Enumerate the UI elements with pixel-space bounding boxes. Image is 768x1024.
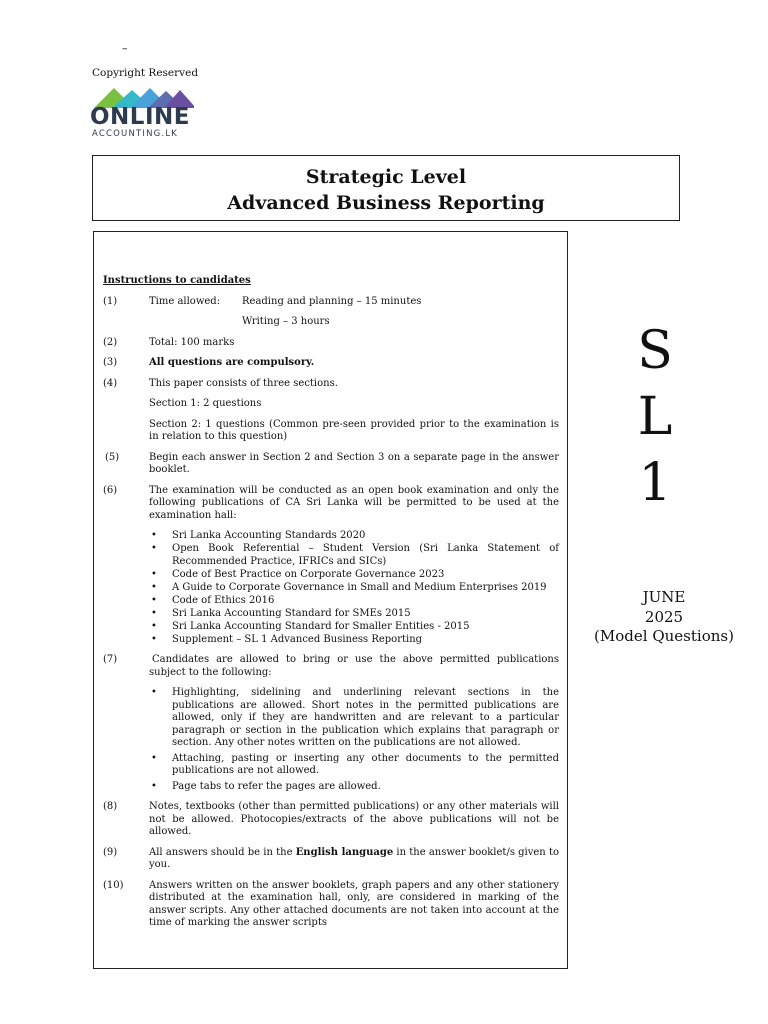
- instruction-text: Candidates are allowed to bring or use the above permitted publications subject to the following:: [149, 654, 559, 678]
- instruction-text: Notes, textbooks (other than permitted publications) or any other materials will not be allowed. Photocopies/extracts of the above publications will not be allowed.: [149, 801, 559, 837]
- paper-subject: Advanced Business Reporting: [227, 192, 545, 214]
- instruction-7: [103, 654, 559, 679]
- instruction-6: [103, 485, 559, 523]
- time-allowed-label: Time allowed:: [149, 295, 221, 307]
- publication-conditions-list: [149, 687, 559, 793]
- instruction-number: (8): [103, 801, 118, 812]
- instruction-number: (6): [103, 484, 118, 496]
- logo-wordmark: ONLINE: [90, 104, 190, 130]
- instruction-4: [103, 378, 559, 391]
- model-questions-note: (Model Questions): [594, 627, 734, 645]
- instruction-number: (1): [103, 295, 118, 307]
- instruction-3: [103, 357, 559, 370]
- instruction-number: (10): [103, 879, 124, 891]
- english-language-emphasis: English language: [295, 846, 394, 858]
- instructions-box: [93, 231, 568, 969]
- permitted-publications-list: [149, 530, 559, 646]
- instruction-text: All answers should be in the English language in the answer booklet/s given to you.: [149, 846, 559, 870]
- instruction-number: (5): [105, 451, 120, 463]
- list-item: • Attaching, pasting or inserting any other documents to the permitted publications are not allowed.: [149, 753, 559, 778]
- header-dash: –: [122, 42, 128, 55]
- instruction-number: (3): [103, 357, 118, 368]
- paper-code-letter: S: [637, 321, 673, 381]
- exam-year: 2025: [644, 607, 684, 626]
- exam-session: [588, 588, 740, 647]
- reading-time: Reading and planning – 15 minutes: [242, 295, 422, 307]
- paper-code-letter: L: [637, 387, 673, 447]
- list-item: • Code of Best Practice on Corporate Governance 2023: [149, 569, 559, 582]
- list-item: • Open Book Referential – Student Version (Sri Lanka Statement of Recommended Practice, IFRICs and SICs): [149, 543, 559, 568]
- instruction-number: (9): [103, 846, 118, 858]
- instruction-number: (7): [103, 654, 118, 665]
- instruction-1: [103, 296, 559, 309]
- list-item: • A Guide to Corporate Governance in Small and Medium Enterprises 2019: [149, 582, 559, 595]
- list-item: • Page tabs to refer the pages are allowed.: [149, 781, 559, 794]
- instructions-heading: Instructions to candidates: [103, 275, 251, 286]
- list-item: • Supplement – SL 1 Advanced Business Reporting: [149, 634, 559, 647]
- instruction-5: [103, 452, 559, 477]
- list-item: • Code of Ethics 2016: [149, 595, 559, 608]
- copyright-notice: Copyright Reserved: [92, 67, 199, 79]
- instruction-number: (2): [103, 336, 118, 348]
- instruction-text: The examination will be conducted as an open book examination and only the following publications of CA Sri Lanka will be permitted to be used at the examination hall:: [149, 484, 559, 521]
- paper-title-box: [92, 155, 680, 221]
- instruction-9: [103, 847, 559, 872]
- instruction-text: This paper consists of three sections.: [149, 377, 338, 389]
- list-item: • Sri Lanka Accounting Standard for Smaller Entities - 2015: [149, 621, 559, 634]
- list-item: • Highlighting, sidelining and underlining relevant sections in the publications are allowed. Short notes in the permitted publications are allowed, only if they are handwritten and are relevant to a particular paragraph or section in the publication which explains that paragraph or section. Any other notes written on the publications are not allowed.: [149, 687, 559, 750]
- online-accounting-logo: [90, 86, 200, 142]
- instruction-number: (4): [103, 377, 118, 389]
- paper-code: [630, 318, 680, 516]
- section-2-info: Section 2: 1 questions (Common pre-seen provided prior to the examination is in relation to this question): [149, 418, 559, 442]
- instruction-text: Begin each answer in Section 2 and Section 3 on a separate page in the answer booklet.: [149, 451, 559, 475]
- list-item: • Sri Lanka Accounting Standards 2020: [149, 530, 559, 543]
- instruction-2: [103, 337, 559, 350]
- instruction-10: [103, 880, 559, 930]
- instruction-text: Total: 100 marks: [149, 336, 235, 348]
- paper-level: Strategic Level: [305, 166, 467, 188]
- paper-code-letter: 1: [638, 453, 672, 513]
- logo-subtext: ACCOUNTING.LK: [92, 129, 179, 139]
- instruction-text: Answers written on the answer booklets, graph papers and any other stationery distributed at the examination hall, only, are considered in marking of the answer scripts. Any other attached documents are not taken into account at the time of marking the answer scripts: [149, 879, 559, 928]
- list-item: • Sri Lanka Accounting Standard for SMEs 2015: [149, 608, 559, 621]
- exam-month: JUNE: [642, 588, 686, 606]
- instruction-text: All questions are compulsory.: [149, 357, 315, 368]
- instruction-8: [103, 801, 559, 839]
- section-1-info: Section 1: 2 questions: [149, 398, 262, 409]
- writing-time: Writing – 3 hours: [242, 316, 330, 327]
